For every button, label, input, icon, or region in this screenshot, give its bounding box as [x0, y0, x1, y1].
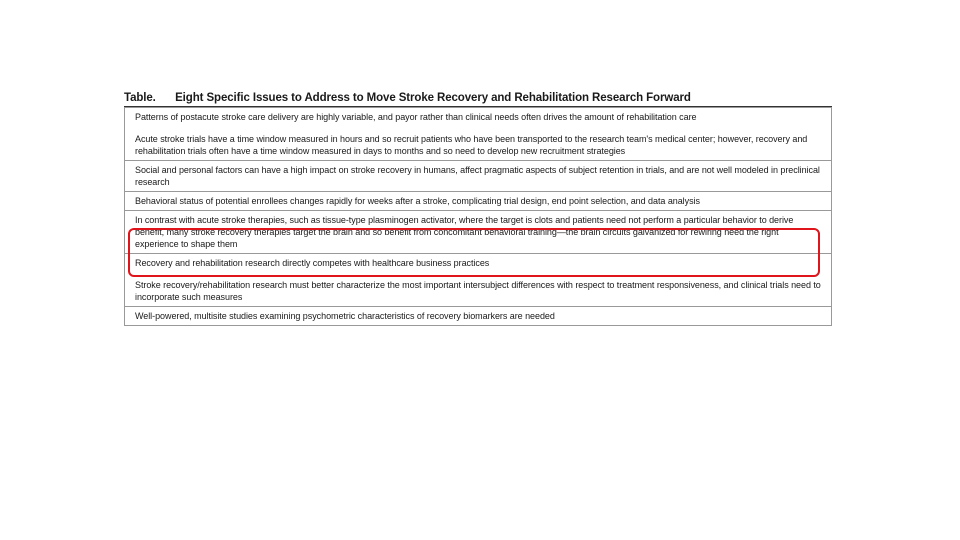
issue-text: Behavioral status of potential enrollees changes rapidly for weeks after a stroke, complicating trial design, end point selection, and data analysis: [135, 196, 700, 206]
table-label: Table.: [124, 92, 156, 104]
table-row: [125, 160, 831, 191]
issue-text: Recovery and rehabilitation research directly competes with healthcare business practices: [135, 258, 490, 268]
issue-text: Social and personal factors can have a high impact on stroke recovery in humans, affect pragmatic aspects of subject retention in trials, and are not well modeled in preclinical research: [135, 165, 820, 187]
table-title: [124, 90, 832, 106]
highlight-box: [128, 228, 820, 277]
issue-text: In contrast with acute stroke therapies, such as tissue-type plasminogen activator, where the target is clots and patients need not perform a particular behavior to derive benefit, many stroke recovery therapies target the brain and so benefit from concomitant behavioral training—the brain circuits galvanized for rewiring need the right experience to shape them: [135, 215, 794, 249]
table-row: [125, 191, 831, 210]
issue-text: Stroke recovery/rehabilitation research must better characterize the most important intersubject differences with respect to treatment responsiveness, and clinical trials need to incorporate such measures: [135, 280, 821, 302]
issue-text: Well-powered, multisite studies examining psychometric characteristics of recovery biomarkers are needed: [135, 311, 555, 321]
document-table: [124, 90, 832, 326]
issue-text: Patterns of postacute stroke care delivery are highly variable, and payor rather than clinical needs often drives the amount of rehabilitation care: [135, 112, 697, 122]
issue-text: Acute stroke trials have a time window measured in hours and so recruit patients who have been transported to the research team's medical center; however, recovery and rehabilitation trials often have a time window measured in days to months and so need to develop new recruitment strategies: [135, 134, 808, 156]
issues-table: [124, 107, 832, 326]
table-row: [125, 107, 831, 160]
table-row: [125, 306, 831, 325]
table-title-text: Eight Specific Issues to Address to Move Stroke Recovery and Rehabilitation Research Forward: [175, 92, 691, 104]
